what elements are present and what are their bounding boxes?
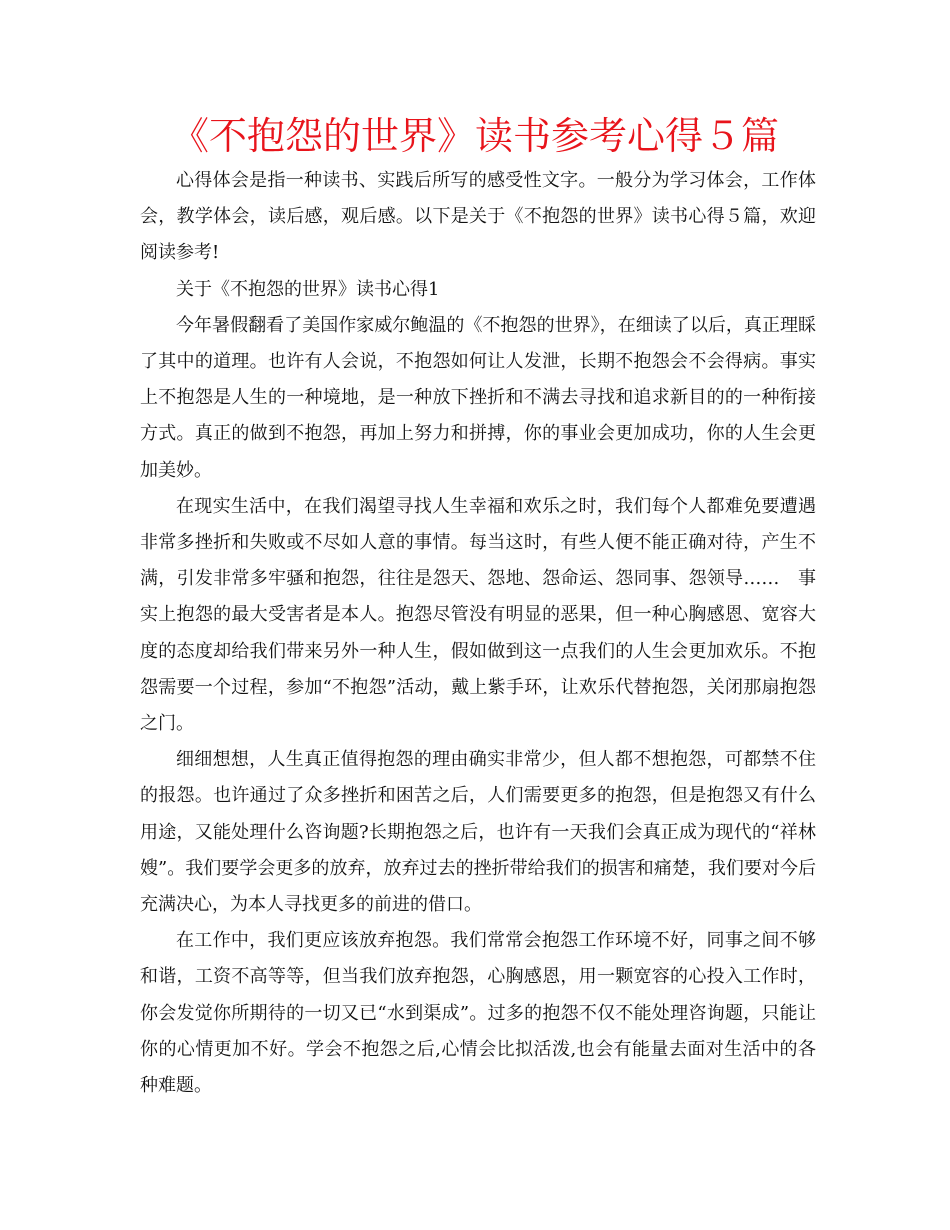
paragraph-3: 细细想想，人生真正值得抱怨的理由确实非常少，但人都不想抱怨，可都禁不住的报怨。也许通过了众多挫折和困苦之后，人们需要更多的抱怨，但是抱怨又有什么用途，又能处理什么咨询题?长期抱怨之后，也许有一天我们会真正成为现代的“祥林嫂”。我们要学会更多的放弃，放弃过去的挫折带给我们的损害和痛楚，我们要对今后充满决心，为本人寻找更多的前进的借口。 xyxy=(140,749,816,916)
document-title: 《不抱怨的世界》读书参考心得５篇 xyxy=(170,114,779,158)
document-body xyxy=(140,163,816,1104)
paragraph-2: 在现实生活中，在我们渴望寻找人生幸福和欢乐之时，我们每个人都难免要遭遇非常多挫折和失败或不尽如人意的事情。每当这时，有些人便不能正确对待，产生不满，引发非常多牢骚和抱怨，往往是怨天、怨地、怨命运、怨同事、怨领导…… 事实上抱怨的最大受害者是本人。抱怨尽管没有明显的恶果，但一种心胸感恩、宽容大度的态度却给我们带来另外一种人生，假如做到这一点我们的人生会更加欢乐。不抱怨需要一个过程，参加“不抱怨”活动，戴上紫手环，让欢乐代替抱怨，关闭那扇抱怨之门。 xyxy=(140,495,816,735)
paragraph-1: 今年暑假翻看了美国作家威尔鲍温的《不抱怨的世界》，在细读了以后，真正理睬了其中的道理。也许有人会说，不抱怨如何让人发泄，长期不抱怨会不会得病。事实上不抱怨是人生的一种境地，是一种放下挫折和不满去寻找和追求新目的的一种衔接方式。真正的做到不抱怨，再加上努力和拼搏，你的事业会更加成功，你的人生会更加美妙。 xyxy=(140,314,816,481)
paragraph-intro: 心得体会是指一种读书、实践后所写的感受性文字。一般分为学习体会，工作体会，教学体会，读后感，观后感。以下是关于《不抱怨的世界》读书心得５篇，欢迎阅读参考! xyxy=(140,170,816,264)
section-heading: 关于《不抱怨的世界》读书心得1 xyxy=(176,278,440,300)
paragraph-4: 在工作中，我们更应该放弃抱怨。我们常常会抱怨工作环境不好，同事之间不够和谐，工资不高等等，但当我们放弃抱怨，心胸感恩，用一颗宽容的心投入工作时，你会发觉你所期待的一切又已“水到渠成”。过多的抱怨不仅不能处理咨询题，只能让你的心情更加不好。学会不抱怨之后,心情会比拟活泼,也会有能量去面对生活中的各种难题。 xyxy=(140,930,816,1097)
